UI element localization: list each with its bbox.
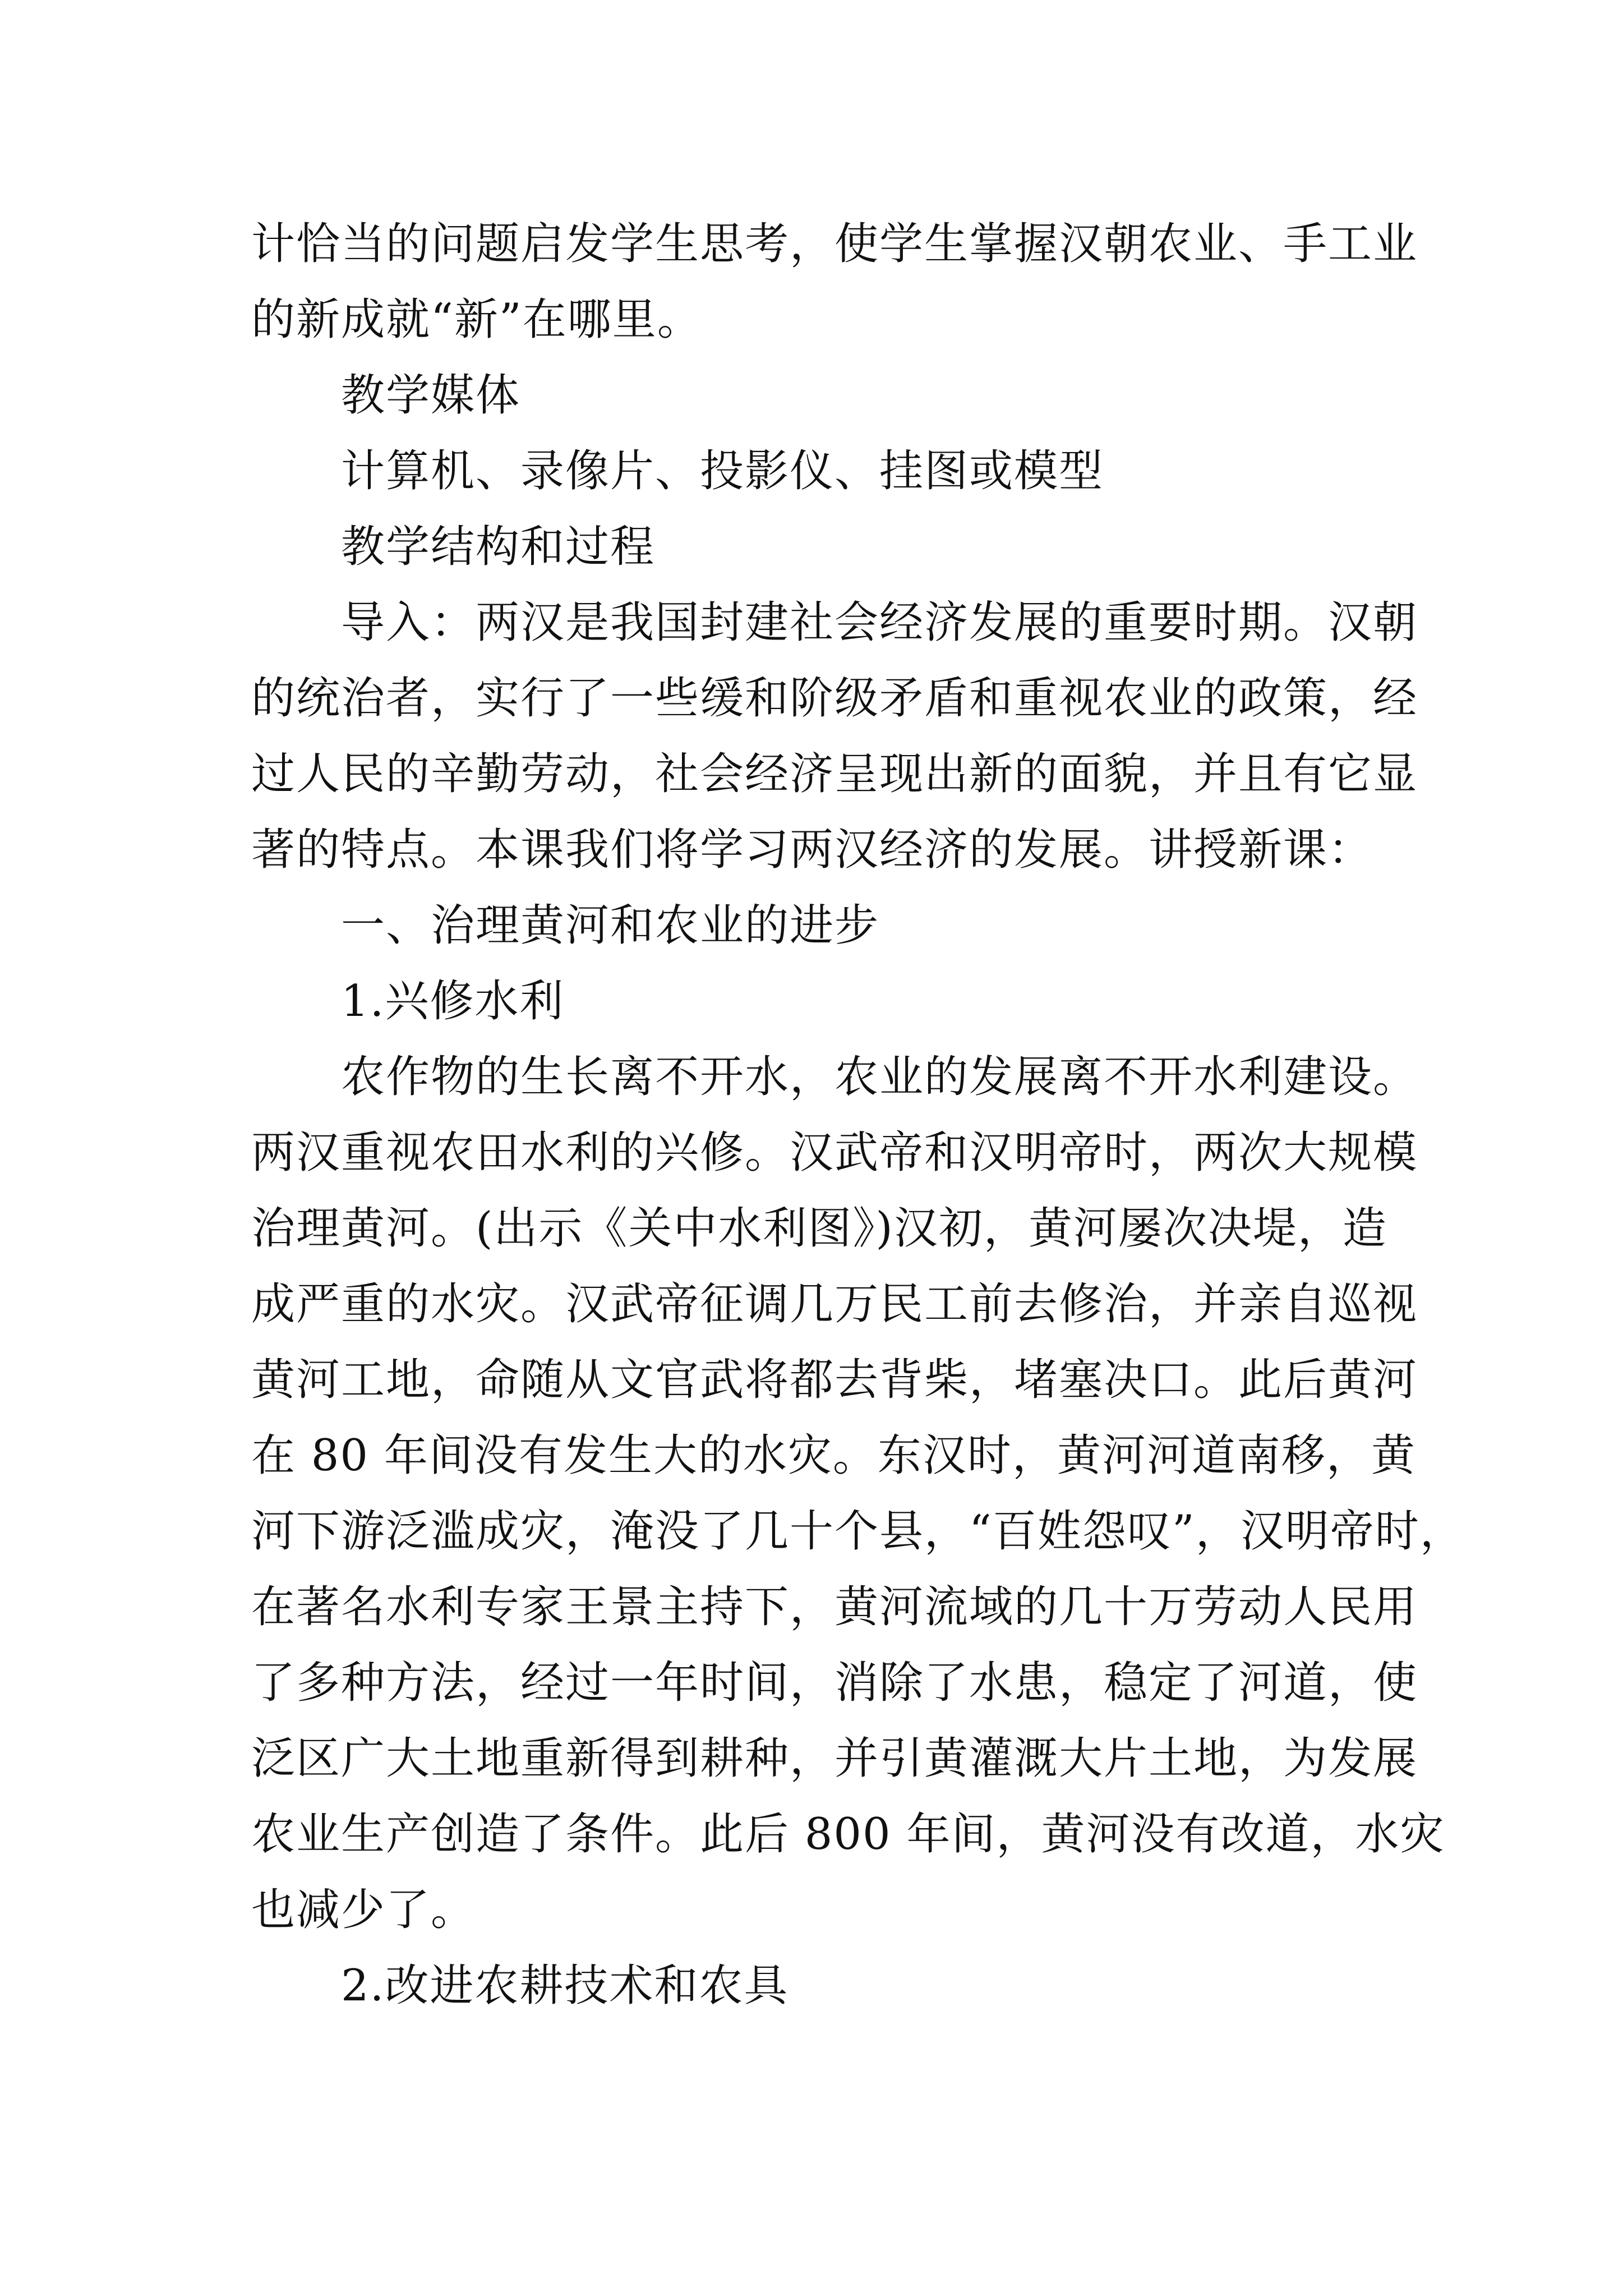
text-line: 过人民的辛勤劳动，社会经济呈现出新的面貌，并且有它显 (251, 749, 1418, 799)
text-line: 在 80 年间没有发生大的水灾。东汉时，黄河河道南移，黄 (251, 1430, 1416, 1481)
text-line: 导入：两汉是我国封建社会经济发展的重要时期。汉朝 (341, 597, 1418, 648)
text-line: 的统治者，实行了一些缓和阶级矛盾和重视农业的政策，经 (251, 673, 1418, 724)
text-line: 成严重的水灾。汉武帝征调几万民工前去修治，并亲自巡视 (251, 1279, 1418, 1329)
text-line: 黄河工地，命随从文官武将都去背柴，堵塞决口。此后黄河 (251, 1355, 1418, 1405)
text-line: 两汉重视农田水利的兴修。汉武帝和汉明帝时，两次大规模 (251, 1128, 1418, 1178)
text-line: 河下游泛滥成灾，淹没了几十个县，“百姓怨叹”，汉明帝时， (251, 1506, 1465, 1557)
text-line: 治理黄河。(出示《关中水利图》)汉初，黄河屡次决堤，造 (251, 1203, 1387, 1254)
subsection-heading-1: 1.兴修水利 (341, 976, 565, 1027)
text-line: 也减少了。 (251, 1885, 476, 1935)
body-text (251, 206, 1465, 2024)
text-line: 泛区广大土地重新得到耕种，并引黄灌溉大片土地，为发展 (251, 1733, 1418, 1784)
text-line: 农作物的生长离不开水，农业的发展离不开水利建设。 (341, 1052, 1418, 1102)
text-line: 计恰当的问题启发学生思考，使学生掌握汉朝农业、手工业 (251, 219, 1418, 269)
section-heading-1: 一、治理黄河和农业的进步 (341, 900, 880, 951)
text-line: 农业生产创造了条件。此后 800 年间，黄河没有改道，水灾 (251, 1809, 1445, 1860)
text-line: 了多种方法，经过一年时间，消除了水患，稳定了河道，使 (251, 1658, 1418, 1708)
text-line: 计算机、录像片、投影仪、挂图或模型 (341, 446, 1104, 496)
section-heading-media: 教学媒体 (341, 370, 521, 421)
text-line: 的新成就“新”在哪里。 (251, 295, 702, 345)
text-line: 在著名水利专家王景主持下，黄河流域的几十万劳动人民用 (251, 1582, 1418, 1632)
section-heading-structure: 教学结构和过程 (341, 522, 656, 572)
text-line: 著的特点。本课我们将学习两汉经济的发展。讲授新课： (251, 825, 1373, 875)
subsection-heading-2: 2.改进农耕技术和农具 (341, 1961, 789, 2011)
